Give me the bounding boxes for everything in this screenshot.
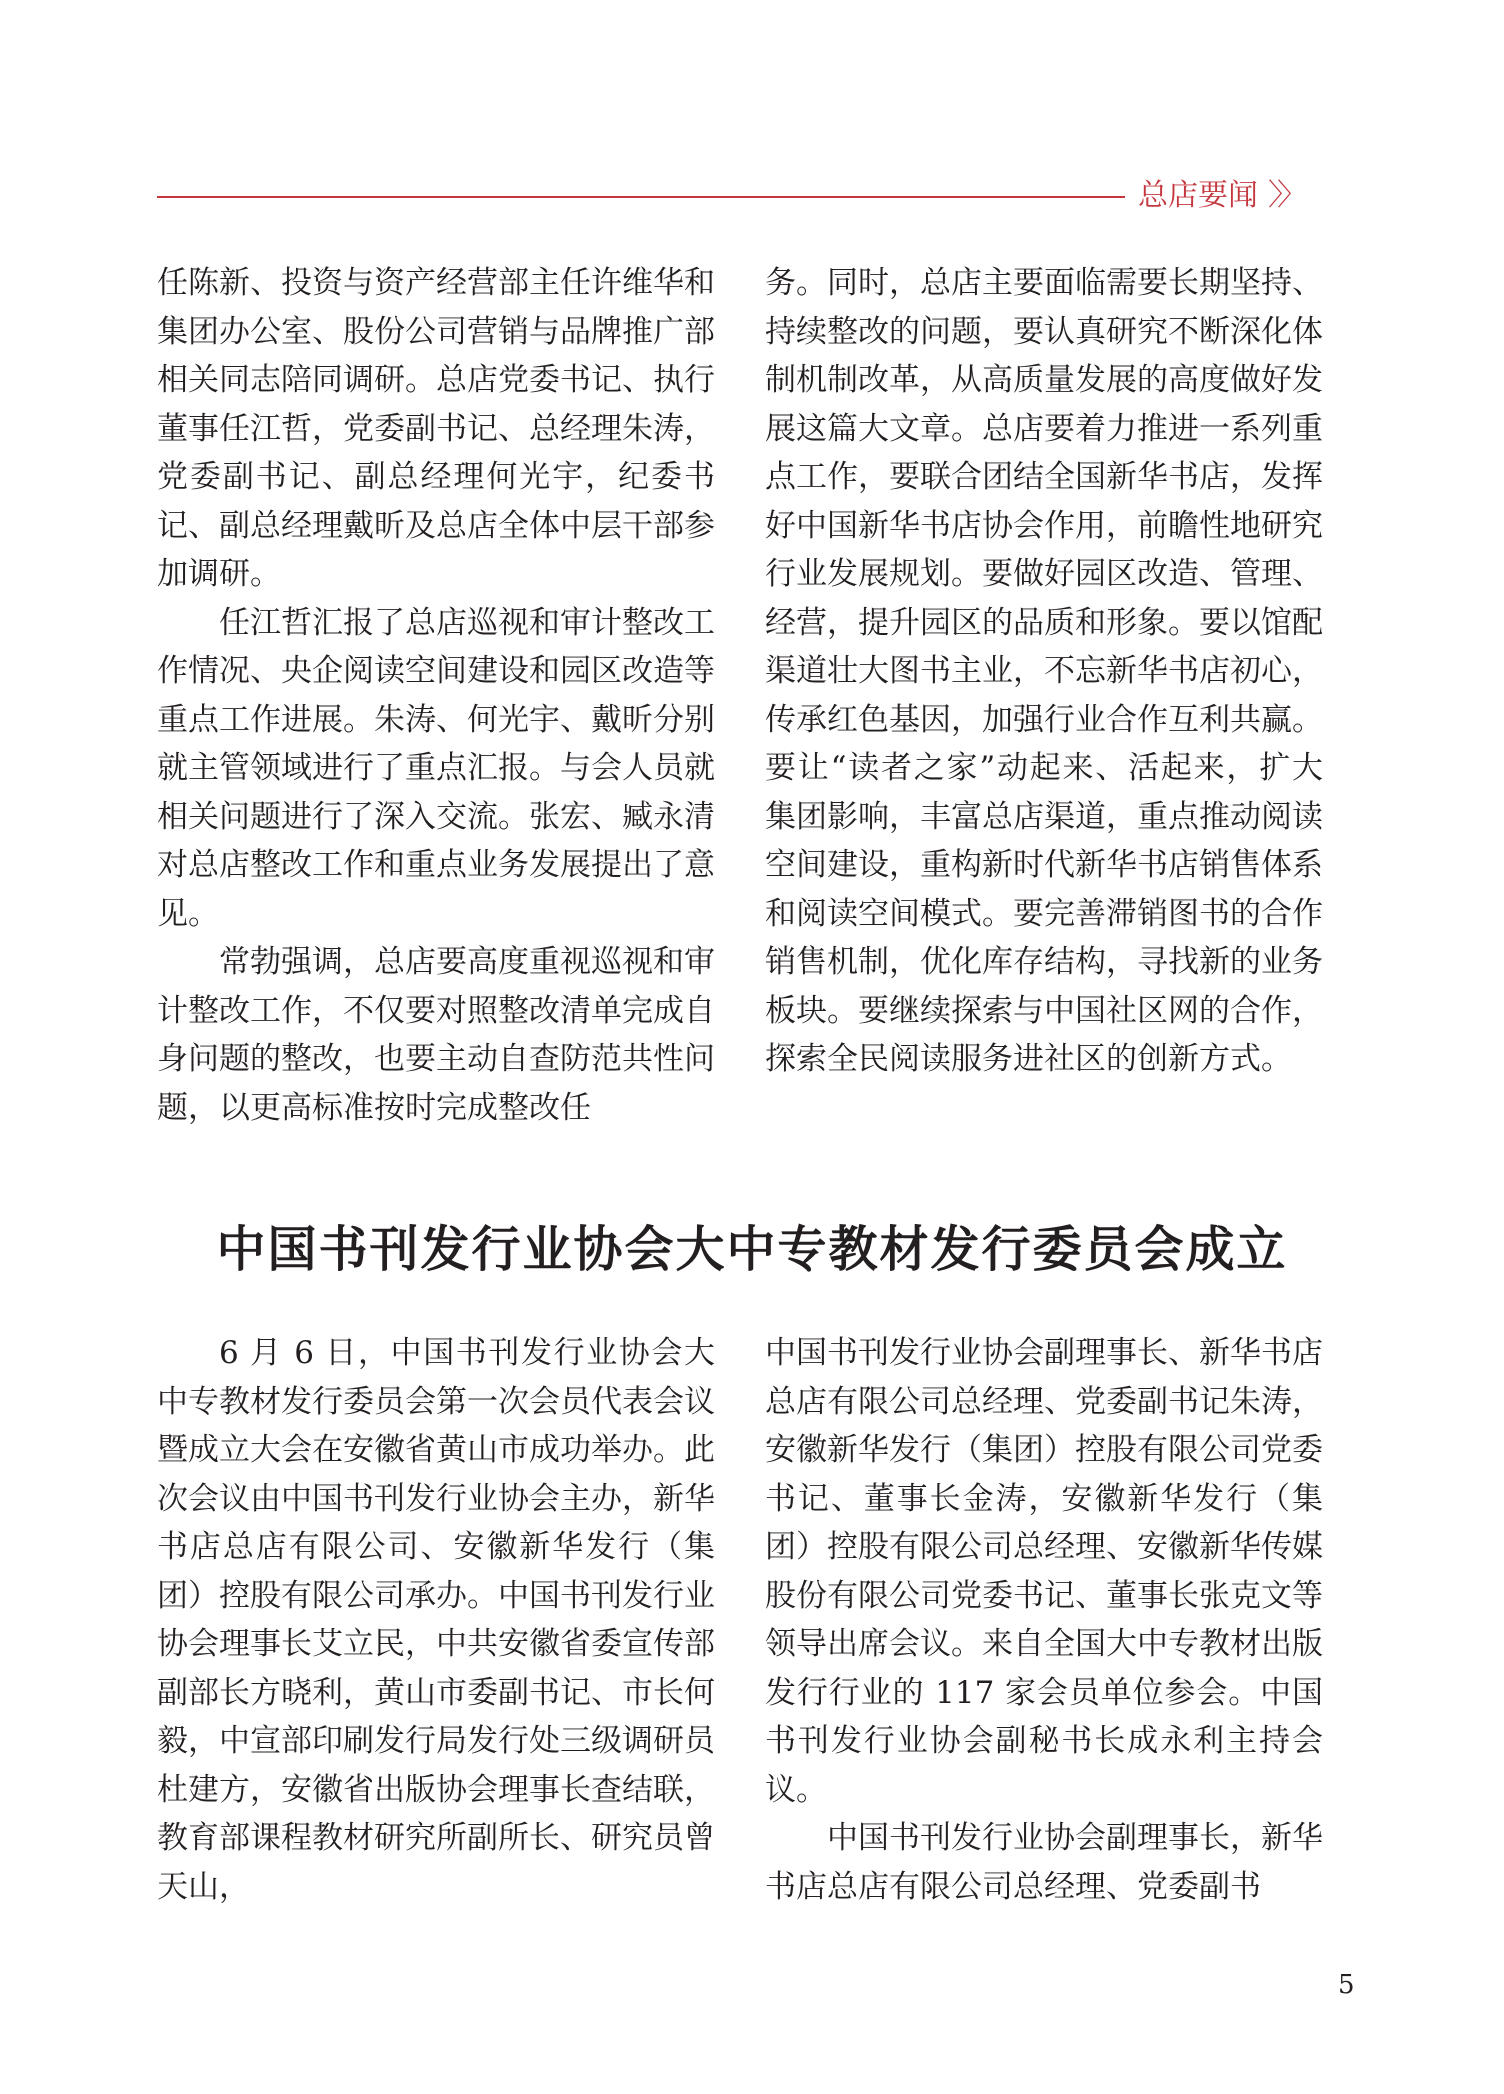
chevron-right-icon: 〉〉 [1268, 178, 1301, 213]
top-article-column-1 [157, 259, 715, 1132]
bottom-article-column-1 [157, 1329, 715, 1911]
header-rule [157, 196, 1125, 198]
section-title: 总店要闻 [1138, 178, 1258, 213]
paragraph: 常勃强调，总店要高度重视巡视和审计整改工作，不仅要对照整改清单完成自身问题的整改，也要主动自查防范共性问题，以更高标准按时完成整改任 [157, 944, 715, 1126]
article-headline: 中国书刊发行业协会大中专教材发行委员会成立 [216, 1221, 1288, 1278]
paragraph: 6 月 6 日，中国书刊发行业协会大中专教材发行委员会第一次会员代表会议暨成立大会在安徽省黄山市成功举办。此次会议由中国书刊发行业协会主办，新华书店总店有限公司、安徽新华发行（集团）控股有限公司承办。中国书刊发行业协会理事长艾立民，中共安徽省委宣传部副部长方晓利，黄山市委副书记、市长何毅，中宣部印刷发行局发行处三级调研员杜建方，安徽省出版协会理事长查结联，教育部课程教材研究所副所长、研究员曾天山， [157, 1335, 715, 1905]
paragraph: 中国书刊发行业协会副理事长，新华书店总店有限公司总经理、党委副书 [765, 1820, 1323, 1905]
paragraph: 中国书刊发行业协会副理事长、新华书店总店有限公司总经理、党委副书记朱涛，安徽新华发行（集团）控股有限公司党委书记、董事长金涛，安徽新华发行（集团）控股有限公司总经理、安徽新华传媒股份有限公司党委书记、董事长张克文等领导出席会议。来自全国大中专教材出版发行行业的 117 家会员单位参会。中国书刊发行业协会副秘书长成永利主持会议。 [765, 1335, 1323, 1808]
paragraph: 务。同时，总店主要面临需要长期坚持、持续整改的问题，要认真研究不断深化体制机制改革，从高质量发展的高度做好发展这篇大文章。总店要着力推进一系列重点工作，要联合团结全国新华书店，发挥好中国新华书店协会作用，前瞻性地研究行业发展规划。要做好园区改造、管理、经营，提升园区的品质和形象。要以馆配渠道壮大图书主业，不忘新华书店初心，传承红色基因，加强行业合作互利共赢。要让“读者之家”动起来、活起来，扩大集团影响，丰富总店渠道，重点推动阅读空间建设，重构新时代新华书店销售体系和阅读空间模式。要完善滞销图书的合作销售机制，优化库存结构，寻找新的业务板块。要继续探索与中国社区网的合作，探索全民阅读服务进社区的创新方式。 [765, 265, 1323, 1077]
paragraph: 任江哲汇报了总店巡视和审计整改工作情况、央企阅读空间建设和园区改造等重点工作进展。朱涛、何光宇、戴昕分别就主管领域进行了重点汇报。与会人员就相关问题进行了深入交流。张宏、臧永清对总店整改工作和重点业务发展提出了意见。 [157, 604, 715, 932]
bottom-article-column-2 [765, 1329, 1323, 1911]
page-number: 5 [1338, 1970, 1355, 2000]
paragraph: 任陈新、投资与资产经营部主任许维华和集团办公室、股份公司营销与品牌推广部相关同志陪同调研。总店党委书记、执行董事任江哲，党委副书记、总经理朱涛，党委副书记、副总经理何光宇，纪委书记、副总经理戴昕及总店全体中层干部参加调研。 [157, 265, 715, 592]
top-article-column-2 [765, 259, 1323, 1084]
section-header [1138, 176, 1301, 216]
